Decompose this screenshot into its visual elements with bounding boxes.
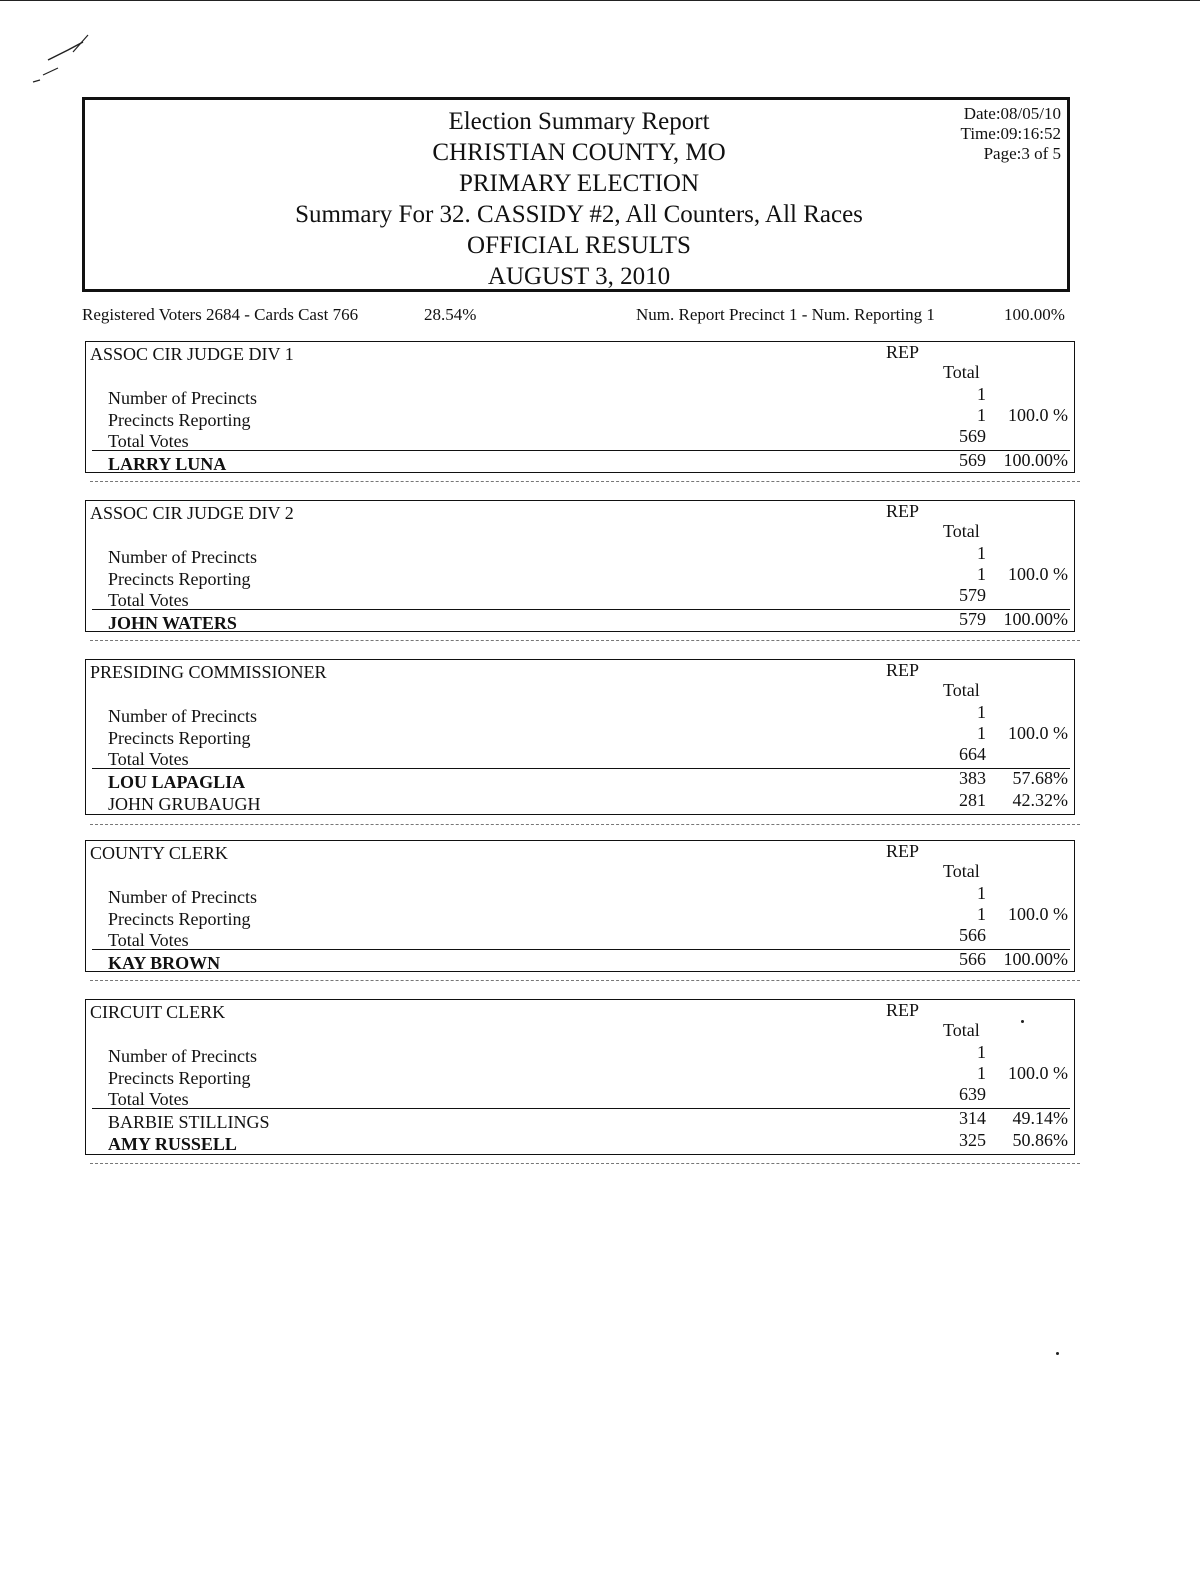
scan-mark-icon bbox=[28, 30, 108, 90]
candidate-votes: 325 bbox=[959, 1130, 986, 1150]
number-of-precincts-value: 1 bbox=[977, 543, 986, 563]
candidate-votes: 383 bbox=[959, 768, 986, 788]
precincts-reporting-percent: 100.0 % bbox=[1008, 564, 1068, 584]
party-label: REP bbox=[886, 342, 920, 362]
candidate-percent: 50.86% bbox=[1012, 1130, 1068, 1150]
divider bbox=[92, 949, 1070, 950]
report-title: Election Summary Report bbox=[448, 108, 710, 135]
number-of-precincts-value: 1 bbox=[977, 1042, 986, 1062]
race-assoc-cir-judge-div-1 bbox=[85, 341, 1075, 473]
candidate-name: AMY RUSSELL bbox=[108, 1134, 237, 1154]
divider bbox=[92, 1108, 1070, 1109]
precincts-reporting-percent: 100.0 % bbox=[1008, 723, 1068, 743]
race-county-clerk bbox=[85, 840, 1075, 972]
precincts-reporting-value: 1 bbox=[977, 564, 986, 584]
registered-voters: Registered Voters 2684 - Cards Cast 766 bbox=[82, 305, 359, 324]
party-label: REP bbox=[886, 660, 920, 680]
party-label: REP bbox=[886, 1000, 920, 1020]
candidate-percent: 57.68% bbox=[1012, 768, 1068, 788]
candidate-name: LOU LAPAGLIA bbox=[108, 772, 246, 792]
party-label: REP bbox=[886, 501, 920, 521]
candidate-percent: 42.32% bbox=[1012, 790, 1068, 810]
summary-for: Summary For 32. CASSIDY #2, All Counters, All Races bbox=[295, 201, 863, 228]
candidate-name: JOHN WATERS bbox=[108, 613, 237, 633]
number-of-precincts-label: Number of Precincts bbox=[108, 887, 257, 907]
precincts-reporting-label: Precincts Reporting bbox=[108, 569, 251, 589]
candidate-name: JOHN GRUBAUGH bbox=[108, 794, 261, 814]
precincts-reporting-label: Precincts Reporting bbox=[108, 909, 251, 929]
number-of-precincts-label: Number of Precincts bbox=[108, 388, 257, 408]
total-votes-value: 579 bbox=[959, 585, 986, 605]
precincts-reporting-label: Precincts Reporting bbox=[108, 728, 251, 748]
total-votes-label: Total Votes bbox=[108, 1089, 189, 1109]
number-of-precincts-value: 1 bbox=[977, 702, 986, 722]
candidate-votes: 569 bbox=[959, 450, 986, 470]
total-votes-label: Total Votes bbox=[108, 749, 189, 769]
page-number: Page:3 of 5 bbox=[983, 144, 1061, 163]
header-meta bbox=[961, 104, 1061, 164]
precincts-reporting-value: 1 bbox=[977, 405, 986, 425]
precincts-reporting-percent: 100.0 % bbox=[1008, 1063, 1068, 1083]
total-column-header: Total bbox=[943, 680, 980, 700]
precincts-reporting-percent: 100.0 % bbox=[1008, 904, 1068, 924]
number-of-precincts-label: Number of Precincts bbox=[108, 1046, 257, 1066]
scan-dash-line bbox=[90, 1163, 1080, 1164]
election-date: AUGUST 3, 2010 bbox=[487, 263, 671, 290]
precincts-reporting-percent: 100.00% bbox=[1004, 305, 1065, 324]
header-title-block bbox=[85, 106, 1073, 292]
candidate-percent: 100.00% bbox=[1003, 949, 1068, 969]
scan-dash-line bbox=[90, 481, 1080, 482]
election-name: PRIMARY ELECTION bbox=[458, 170, 700, 197]
scan-speck bbox=[1056, 1352, 1059, 1355]
total-votes-value: 566 bbox=[959, 925, 986, 945]
race-title: ASSOC CIR JUDGE DIV 1 bbox=[90, 344, 294, 364]
candidate-name: KAY BROWN bbox=[108, 953, 221, 973]
total-column-header: Total bbox=[943, 362, 980, 382]
precincts-reporting-value: 1 bbox=[977, 904, 986, 924]
total-column-header: Total bbox=[943, 1020, 980, 1040]
number-of-precincts-label: Number of Precincts bbox=[108, 547, 257, 567]
results-status: OFFICIAL RESULTS bbox=[467, 232, 691, 259]
total-votes-value: 639 bbox=[959, 1084, 986, 1104]
precincts-reporting-label: Precincts Reporting bbox=[108, 410, 251, 430]
report-time: Time:09:16:52 bbox=[960, 124, 1061, 143]
race-title: COUNTY CLERK bbox=[90, 843, 228, 863]
precincts-reporting-label: Precincts Reporting bbox=[108, 1068, 251, 1088]
candidate-name: LARRY LUNA bbox=[108, 454, 227, 474]
race-assoc-cir-judge-div-2 bbox=[85, 500, 1075, 632]
total-column-header: Total bbox=[943, 861, 980, 881]
divider bbox=[92, 768, 1070, 769]
race-title: ASSOC CIR JUDGE DIV 2 bbox=[90, 503, 294, 523]
candidate-votes: 566 bbox=[959, 949, 986, 969]
total-votes-value: 569 bbox=[959, 426, 986, 446]
precincts-reporting-summary: Num. Report Precinct 1 - Num. Reporting 1 bbox=[636, 305, 935, 324]
candidate-percent: 100.00% bbox=[1003, 609, 1068, 629]
race-title: PRESIDING COMMISSIONER bbox=[90, 662, 327, 682]
scan-dash-line bbox=[90, 640, 1080, 641]
precincts-reporting-value: 1 bbox=[977, 723, 986, 743]
scan-dash-line bbox=[90, 980, 1080, 981]
total-votes-label: Total Votes bbox=[108, 590, 189, 610]
party-label: REP bbox=[886, 841, 920, 861]
total-column-header: Total bbox=[943, 521, 980, 541]
total-votes-label: Total Votes bbox=[108, 930, 189, 950]
county-name: CHRISTIAN COUNTY, MO bbox=[432, 139, 726, 166]
candidate-votes: 281 bbox=[959, 790, 986, 810]
turnout-percent: 28.54% bbox=[424, 305, 477, 324]
divider bbox=[92, 609, 1070, 610]
number-of-precincts-value: 1 bbox=[977, 883, 986, 903]
scan-speck bbox=[1021, 1020, 1024, 1023]
precincts-reporting-value: 1 bbox=[977, 1063, 986, 1083]
race-circuit-clerk bbox=[85, 999, 1075, 1155]
number-of-precincts-value: 1 bbox=[977, 384, 986, 404]
race-title: CIRCUIT CLERK bbox=[90, 1002, 226, 1022]
scan-dash-line bbox=[90, 824, 1080, 825]
candidate-votes: 579 bbox=[959, 609, 986, 629]
divider bbox=[92, 450, 1070, 451]
report-date: Date:08/05/10 bbox=[963, 104, 1061, 123]
candidate-votes: 314 bbox=[959, 1108, 986, 1128]
total-votes-label: Total Votes bbox=[108, 431, 189, 451]
candidate-percent: 49.14% bbox=[1012, 1108, 1068, 1128]
page-edge bbox=[0, 0, 1200, 5]
total-votes-value: 664 bbox=[959, 744, 986, 764]
report-header bbox=[82, 97, 1070, 292]
race-presiding-commissioner bbox=[85, 659, 1075, 815]
candidate-name: BARBIE STILLINGS bbox=[108, 1112, 270, 1132]
precincts-reporting-percent: 100.0 % bbox=[1008, 405, 1068, 425]
number-of-precincts-label: Number of Precincts bbox=[108, 706, 257, 726]
candidate-percent: 100.00% bbox=[1003, 450, 1068, 470]
